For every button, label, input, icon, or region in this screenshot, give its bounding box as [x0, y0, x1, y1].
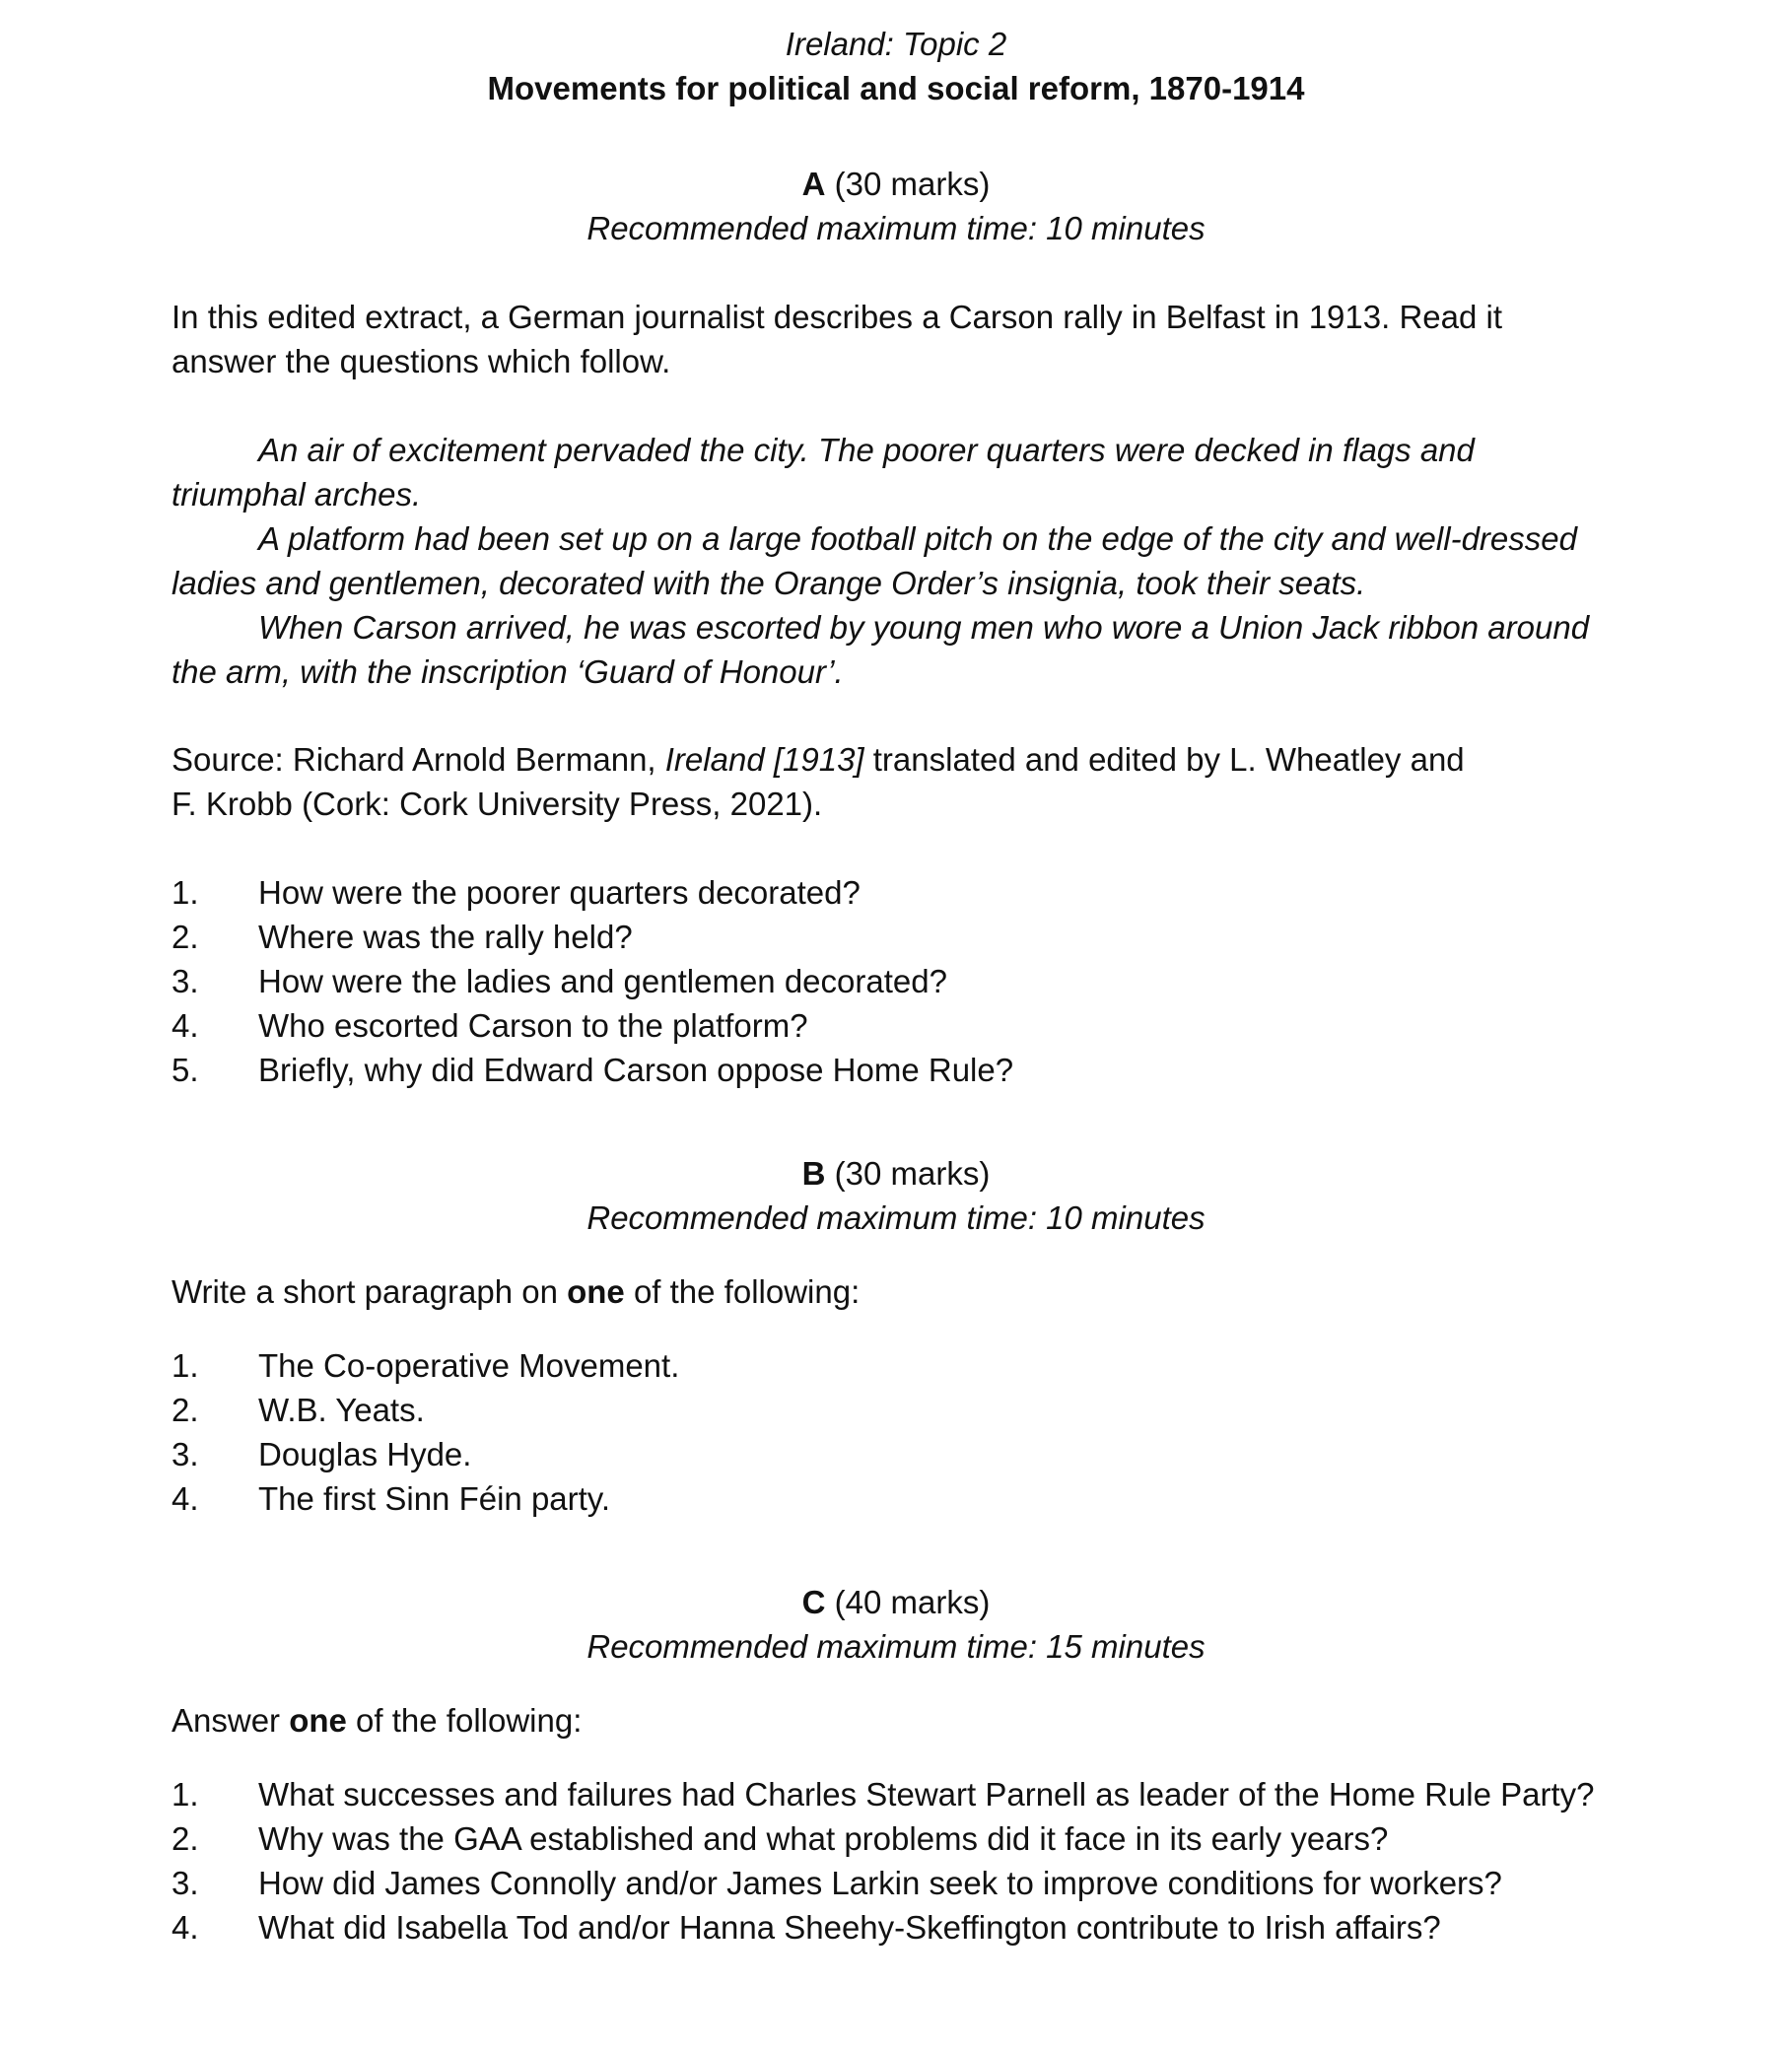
- item-number: 3.: [172, 963, 199, 999]
- item-number: 4.: [172, 1909, 199, 1946]
- list-item: [0, 1772, 1792, 1816]
- instruction-text: of the following:: [624, 1273, 861, 1310]
- instruction-text: Write a short paragraph on: [172, 1273, 568, 1310]
- item-text: What did Isabella Tod and/or Hanna Sheehy-Skeffington contribute to Irish affairs?: [258, 1909, 1441, 1946]
- item-text: How were the ladies and gentlemen decorated?: [258, 963, 947, 999]
- item-text: Where was the rally held?: [258, 919, 633, 955]
- item-number: 3.: [172, 1865, 199, 1901]
- list-item: [0, 1388, 1792, 1432]
- item-number: 1.: [172, 874, 199, 911]
- item-number: 2.: [172, 1820, 199, 1857]
- list-item: [0, 1476, 1792, 1521]
- item-text: Briefly, why did Edward Carson oppose Home Rule?: [258, 1052, 1014, 1088]
- item-text: What successes and failures had Charles Stewart Parnell as leader of the Home Rule Party?: [258, 1776, 1595, 1813]
- list-item: [0, 1816, 1792, 1861]
- list-item: [0, 1343, 1792, 1388]
- section-c-marks: (40 marks): [825, 1584, 991, 1620]
- section-a-letter: A: [801, 166, 826, 202]
- page-title: Movements for political and social reform, 1870-1914: [487, 70, 1305, 106]
- extract-p2-line2: ladies and gentlemen, decorated with the Orange Order’s insignia, took their seats.: [172, 565, 1366, 601]
- source-citation-line2: F. Krobb (Cork: Cork University Press, 2021).: [172, 786, 823, 822]
- list-item: [0, 915, 1792, 959]
- item-number: 2.: [172, 1392, 199, 1428]
- section-c-time: Recommended maximum time: 15 minutes: [586, 1628, 1206, 1665]
- item-number: 2.: [172, 919, 199, 955]
- item-text: How did James Connolly and/or James Larkin seek to improve conditions for workers?: [258, 1865, 1502, 1901]
- item-number: 1.: [172, 1347, 199, 1384]
- section-a-heading: [0, 162, 1792, 206]
- item-text: Who escorted Carson to the platform?: [258, 1007, 808, 1044]
- source-citation-line1: [172, 737, 1465, 782]
- list-item: [0, 1905, 1792, 1950]
- list-item: [0, 1003, 1792, 1048]
- item-number: 3.: [172, 1436, 199, 1472]
- list-item: [0, 1048, 1792, 1092]
- extract-p1-line1: An air of excitement pervaded the city. The poorer quarters were decked in flags and: [258, 432, 1475, 468]
- section-c-heading: [0, 1580, 1792, 1624]
- source-suffix: translated and edited by L. Wheatley and: [863, 741, 1465, 778]
- section-c-letter: C: [801, 1584, 826, 1620]
- section-a-time: Recommended maximum time: 10 minutes: [586, 210, 1206, 246]
- source-prefix: Source: Richard Arnold Bermann,: [172, 741, 665, 778]
- topic-heading: Ireland: Topic 2: [785, 26, 1007, 62]
- list-item: [0, 1432, 1792, 1476]
- instruction-text: of the following:: [346, 1702, 583, 1739]
- item-number: 4.: [172, 1480, 199, 1517]
- section-b-heading: [0, 1151, 1792, 1196]
- section-a-intro-line1: In this edited extract, a German journalist describes a Carson rally in Belfast in 1913. Read it: [172, 299, 1503, 335]
- item-number: 5.: [172, 1052, 199, 1088]
- item-text: W.B. Yeats.: [258, 1392, 425, 1428]
- section-b-marks: (30 marks): [825, 1155, 991, 1192]
- section-b-instruction: [172, 1269, 860, 1314]
- source-book-title: Ireland [1913]: [664, 741, 864, 778]
- extract-p3-line2: the arm, with the inscription ‘Guard of Honour’.: [172, 653, 844, 690]
- section-b-time: Recommended maximum time: 10 minutes: [586, 1199, 1206, 1236]
- item-text: The Co-operative Movement.: [258, 1347, 680, 1384]
- section-a-intro-line2: answer the questions which follow.: [172, 343, 671, 379]
- list-item: [0, 959, 1792, 1003]
- extract-p1-line2: triumphal arches.: [172, 476, 422, 513]
- instruction-text: Answer: [172, 1702, 290, 1739]
- item-text: Why was the GAA established and what problems did it face in its early years?: [258, 1820, 1389, 1857]
- item-text: Douglas Hyde.: [258, 1436, 472, 1472]
- instruction-emphasis: one: [567, 1273, 625, 1310]
- section-c-instruction: [172, 1698, 582, 1743]
- list-item: [0, 1861, 1792, 1905]
- instruction-emphasis: one: [289, 1702, 347, 1739]
- item-text: The first Sinn Féin party.: [258, 1480, 611, 1517]
- section-a-marks: (30 marks): [825, 166, 991, 202]
- item-number: 1.: [172, 1776, 199, 1813]
- list-item: [0, 870, 1792, 915]
- item-number: 4.: [172, 1007, 199, 1044]
- extract-p2-line1: A platform had been set up on a large football pitch on the edge of the city and well-dressed: [258, 520, 1577, 557]
- extract-p3-line1: When Carson arrived, he was escorted by young men who wore a Union Jack ribbon around: [258, 609, 1590, 646]
- item-text: How were the poorer quarters decorated?: [258, 874, 861, 911]
- section-b-letter: B: [801, 1155, 826, 1192]
